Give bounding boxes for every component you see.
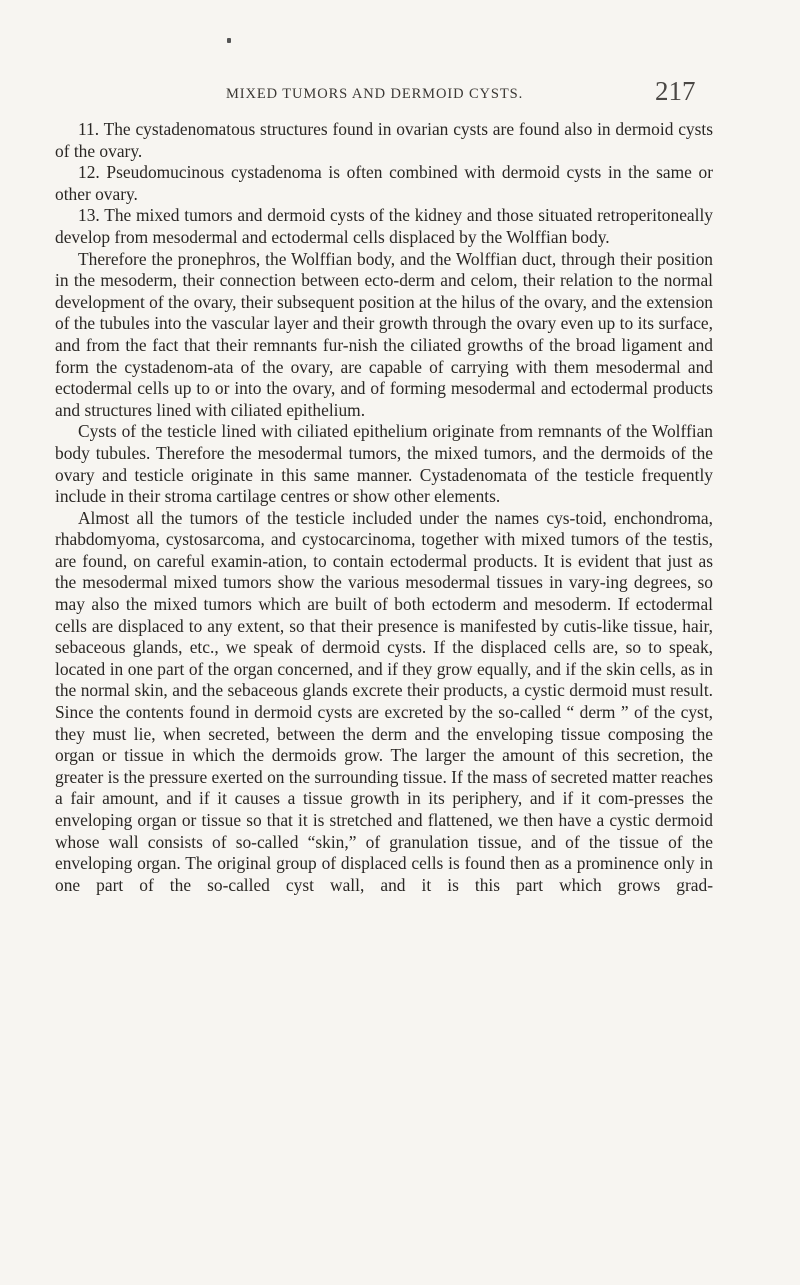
running-title: MIXED TUMORS AND DERMOID CYSTS.	[226, 86, 524, 102]
page-header	[226, 76, 726, 110]
page-number: 217	[655, 76, 696, 106]
body-text	[55, 119, 713, 896]
paragraph-wolffian-body: Therefore the pronephros, the Wolffian body, and the Wolffian duct, through their position in the mesoderm, their connection between ecto-derm and celom, their relation to the normal development of the ovary, their subsequent position at the hilus of the ovary, and the extension of the tubules into the vascular layer and their growth through the ovary even up to its surface, and from the fact that their remnants fur-nish the ciliated growths of the broad ligament and form the cystadenom-ata of the ovary, are capable of carrying with them mesodermal and ectodermal cells up to or into the ovary, and of forming mesodermal and ectodermal products and structures lined with ciliated epithelium.	[55, 248, 713, 420]
paragraph-testicle-tumors: Almost all the tumors of the testicle included under the names cys-toid, enchondroma, rhabdomyoma, cystosarcoma, and cystocarcinoma, together with mixed tumors of the testis, are found, on careful examin-ation, to contain ectodermal products. It is evident that just as the mesodermal mixed tumors show the various mesodermal tissues in vary-ing degrees, so may also the mixed tumors which are built of both ectoderm and mesoderm. If ectodermal cells are displaced to any extent, so that their presence is manifested by cutis-like tissue, hair, sebaceous glands, etc., we speak of dermoid cysts. If the displaced cells are, so to speak, located in one part of the organ concerned, and if they grow equally, and if the skin cells, as in the normal skin, and the sebaceous glands excrete their products, a cystic dermoid must result. Since the contents found in dermoid cysts are excreted by the so-called “ derm ” of the cyst, they must lie, when secreted, between the derm and the enveloping tissue composing the organ or tissue in which the dermoids grow. The larger the amount of this secretion, the greater is the pressure exerted on the surrounding tissue. If the mass of secreted matter reaches a fair amount, and if it causes a tissue growth in its periphery, and if it com-presses the enveloping organ or tissue so that it is stretched and flattened, we then have a cystic dermoid whose wall consists of so-called “skin,” of granulation tissue, and of the tissue of the enveloping organ. The original group of displaced cells is found then as a prominence only in one part of the so-called cyst wall, and it is this part which grows grad-	[55, 507, 713, 895]
ink-speck	[227, 38, 231, 43]
paragraph-item-11: 11. The cystadenomatous structures found in ovarian cysts are found also in dermoid cysts of the ovary.	[55, 119, 713, 161]
paragraph-item-13: 13. The mixed tumors and dermoid cysts of the kidney and those situated retroperitoneally develop from mesodermal and ectodermal cells displaced by the Wolffian body.	[55, 205, 713, 247]
paragraph-testicle-cysts: Cysts of the testicle lined with ciliated epithelium originate from remnants of the Wolffian body tubules. Therefore the mesodermal tumors, the mixed tumors, and the dermoids of the ovary and testicle originate in this same manner. Cystadenomata of the testicle frequently include in their stroma cartilage centres or show other elements.	[55, 421, 713, 507]
paragraph-item-12: 12. Pseudomucinous cystadenoma is often combined with dermoid cysts in the same or other ovary.	[55, 162, 713, 204]
